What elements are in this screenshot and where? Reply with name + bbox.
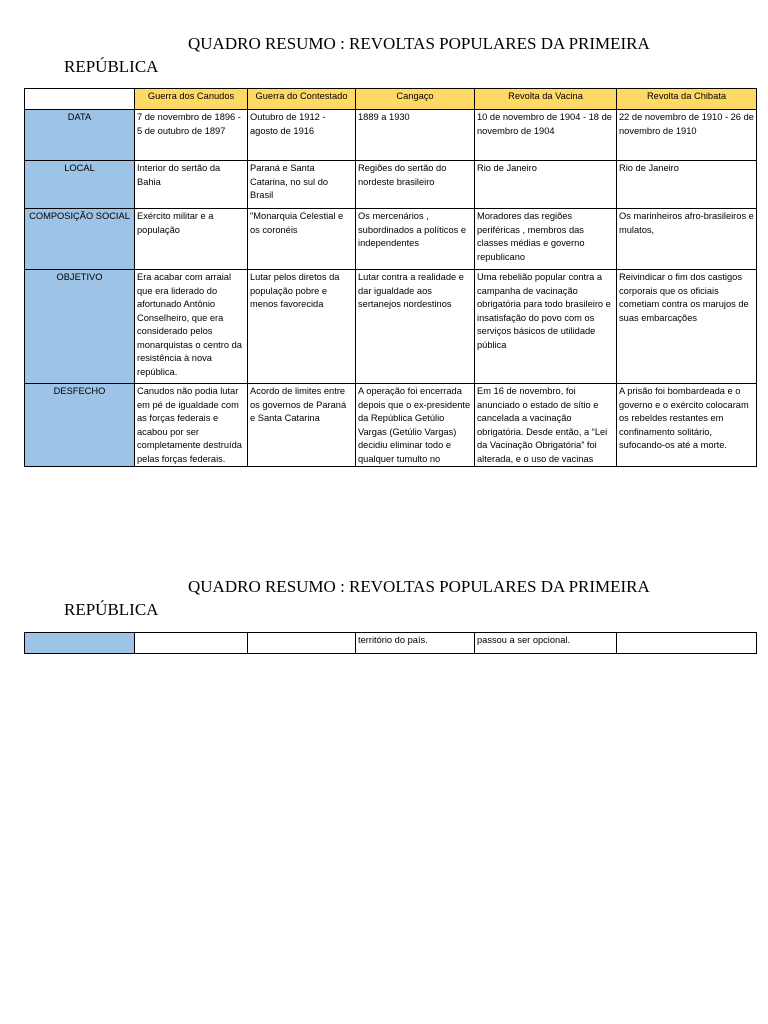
table-cell: Uma rebelião popular contra a campanha de vacinação obrigatória para todo brasileiro e insatisfação do povo com os serviços básicos de utilidade pública <box>475 270 617 384</box>
table-cell: 10 de novembro de 1904 - 18 de novembro de 1904 <box>475 110 617 161</box>
page-title-line-2: REPÚBLICA <box>64 57 159 76</box>
table-cell: passou a ser opcional. <box>475 633 617 654</box>
row-label: OBJETIVO <box>25 270 135 384</box>
row-label: DATA <box>25 110 135 161</box>
column-header: Guerra do Contestado <box>248 89 356 110</box>
column-header: Guerra dos Canudos <box>135 89 248 110</box>
table-cell: Lutar pelos diretos da população pobre e menos favorecida <box>248 270 356 384</box>
table-cell: Em 16 de novembro, foi anunciado o estado de sítio e cancelada a vacinação obrigatória. Desde então, a “Lei da Vacinação Obrigatória” foi alterada, e o uso de vacinas <box>475 384 617 467</box>
table-cell: território do país. <box>356 633 475 654</box>
table-cell: 22 de novembro de 1910 - 26 de novembro de 1910 <box>617 110 757 161</box>
column-header: Revolta da Vacina <box>475 89 617 110</box>
header-corner-cell <box>25 89 135 110</box>
table-cell: Os mercenários , subordinados a políticos e independentes <box>356 209 475 270</box>
table-cell: Acordo de limites entre os governos de Paraná e Santa Catarina <box>248 384 356 467</box>
summary-table <box>24 88 757 467</box>
page-title <box>64 32 764 78</box>
table-cell: Interior do sertão da Bahia <box>135 161 248 209</box>
table-cell: Era acabar com arraial que era liderado do afortunado Antônio Conselheiro, que era considerado pelos monarquistas o centro da resistência à nova república. <box>135 270 248 384</box>
column-header: Cangaço <box>356 89 475 110</box>
table-cell: Os marinheiros afro-brasileiros e mulatos, <box>617 209 757 270</box>
page-title-line-1: QUADRO RESUMO : REVOLTAS POPULARES DA PRIMEIRA <box>188 34 650 53</box>
table-cell: A prisão foi bombardeada e o governo e o exército colocaram os rebeldes restantes em confinamento solitário, sufocando-os até a morte. <box>617 384 757 467</box>
table-header-row <box>25 89 757 110</box>
table-row <box>25 384 757 467</box>
table-cell: Regiões do sertão do nordeste brasileiro <box>356 161 475 209</box>
row-label: LOCAL <box>25 161 135 209</box>
table-cell: Rio de Janeiro <box>617 161 757 209</box>
table-cell: Paraná e Santa Catarina, no sul do Brasil <box>248 161 356 209</box>
table-cell: Lutar contra a realidade e dar igualdade aos sertanejos nordestinos <box>356 270 475 384</box>
table-cell: Outubro de 1912 - agosto de 1916 <box>248 110 356 161</box>
table-row <box>25 110 757 161</box>
table-cell <box>248 633 356 654</box>
page-title-continued <box>64 575 764 621</box>
table-cell: Rio de Janeiro <box>475 161 617 209</box>
column-header: Revolta da Chibata <box>617 89 757 110</box>
page-title-line-2: REPÚBLICA <box>64 600 159 619</box>
row-label: DESFECHO <box>25 384 135 467</box>
table-cell: 7 de novembro de 1896 - 5 de outubro de 1897 <box>135 110 248 161</box>
table-cell: Exército militar e a população <box>135 209 248 270</box>
table-cell: 1889 a 1930 <box>356 110 475 161</box>
table-cell: Moradores das regiões periféricas , membros das classes médias e governo republicano <box>475 209 617 270</box>
table-cell <box>135 633 248 654</box>
table-cell: "Monarquia Celestial e os coronéis <box>248 209 356 270</box>
table-cell: Reivindicar o fim dos castigos corporais que os oficiais cometiam contra os marujos de suas embarcações <box>617 270 757 384</box>
row-label: COMPOSIÇÃO SOCIAL <box>25 209 135 270</box>
page-title-line-1: QUADRO RESUMO : REVOLTAS POPULARES DA PRIMEIRA <box>188 577 650 596</box>
table-row <box>25 209 757 270</box>
table-cell: Canudos não podia lutar em pé de igualdade com as forças federais e acabou por ser completamente destruída pelas forças federais. <box>135 384 248 467</box>
table-row <box>25 270 757 384</box>
summary-table-continuation <box>24 632 757 654</box>
table-cell: A operação foi encerrada depois que o ex-presidente da República Getúlio Vargas (Getúlio Vargas) decidiu eliminar todo e qualquer tumulto no <box>356 384 475 467</box>
row-label <box>25 633 135 654</box>
table-row <box>25 161 757 209</box>
table-cell <box>617 633 757 654</box>
table-row <box>25 633 757 654</box>
